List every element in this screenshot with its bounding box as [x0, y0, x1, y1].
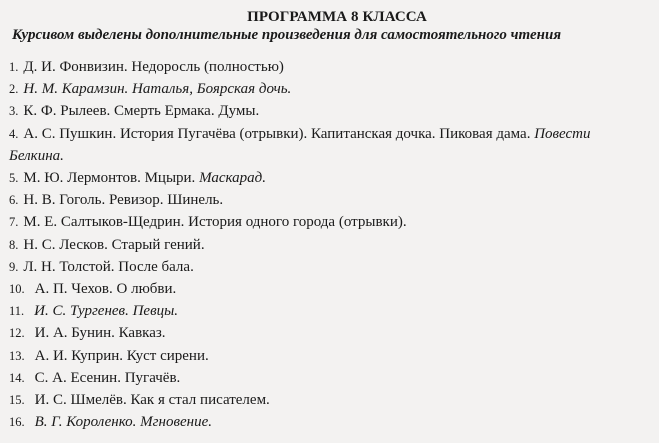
list-item-number: 13. — [9, 348, 25, 363]
list-item-text: С. А. Есенин. Пугачёв. — [34, 369, 181, 386]
list-item-italic-text: Повести Белкина. — [9, 125, 591, 164]
list-item-italic-text: Н. М. Карамзин. Наталья, Боярская дочь. — [23, 81, 292, 98]
list-item-italic-text: И. С. Тургенев. Певцы. — [34, 303, 178, 320]
list-item-number: 8. — [9, 237, 19, 252]
list-item-text: Л. Н. Толстой. После бала. — [23, 258, 194, 275]
list-item — [9, 322, 651, 344]
list-item-italic-text: В. Г. Короленко. Мгновение. — [34, 414, 212, 431]
list-item-text: М. Е. Салтыков-Щедрин. История одного города (отрывки). — [23, 214, 407, 231]
list-item — [9, 189, 651, 211]
list-item — [9, 345, 651, 367]
list-item-text: И. С. Шмелёв. Как я стал писателем. — [34, 392, 270, 409]
list-item-text: М. Ю. Лермонтов. Мцыри. — [23, 170, 200, 187]
list-item-number: 16. — [9, 415, 25, 430]
list-item — [9, 389, 651, 411]
list-item-number: 2. — [9, 82, 19, 97]
list-item — [9, 367, 651, 389]
list-item-number: 14. — [9, 370, 25, 385]
list-item-number: 10. — [9, 282, 25, 297]
list-item — [9, 167, 651, 189]
list-item-text: Н. В. Гоголь. Ревизор. Шинель. — [23, 192, 224, 209]
list-item — [9, 123, 651, 167]
list-item-number: 15. — [9, 393, 25, 408]
reading-list — [9, 56, 651, 433]
list-item — [9, 100, 651, 122]
list-item-number: 4. — [9, 126, 19, 141]
list-item-text: А. С. Пушкин. История Пугачёва (отрывки). Капитанская дочка. Пиковая дама. — [23, 125, 535, 142]
list-item-number: 3. — [9, 104, 19, 119]
list-item — [9, 211, 651, 233]
list-item-text: К. Ф. Рылеев. Смерть Ермака. Думы. — [23, 103, 260, 120]
list-item-text: Д. И. Фонвизин. Недоросль (полностью) — [23, 59, 284, 75]
list-item-text: Н. С. Лесков. Старый гений. — [23, 236, 205, 253]
list-item-number: 12. — [9, 326, 25, 341]
list-item-number: 6. — [9, 193, 19, 208]
document-title: ПРОГРАММА 8 КЛАССА — [247, 9, 427, 25]
list-item — [9, 278, 651, 300]
list-item-number: 9. — [9, 259, 19, 274]
list-item — [9, 56, 651, 78]
list-item-text: И. А. Бунин. Кавказ. — [34, 325, 166, 342]
list-item-number: 11. — [9, 304, 25, 319]
list-item — [9, 234, 651, 256]
list-item-number: 1. — [9, 60, 19, 74]
list-item-text: А. И. Куприн. Куст сирени. — [34, 347, 209, 364]
list-item-number: 7. — [9, 215, 19, 230]
list-item — [9, 78, 651, 100]
list-item — [9, 300, 651, 322]
list-item-text: А. П. Чехов. О любви. — [34, 281, 177, 298]
list-item-number: 5. — [9, 171, 19, 186]
document-subtitle: Курсивом выделены дополнительные произведения для самостоятельного чтения — [12, 27, 562, 43]
list-item — [9, 411, 651, 433]
list-item-italic-text: Маскарад. — [199, 170, 266, 187]
list-item — [9, 256, 651, 278]
